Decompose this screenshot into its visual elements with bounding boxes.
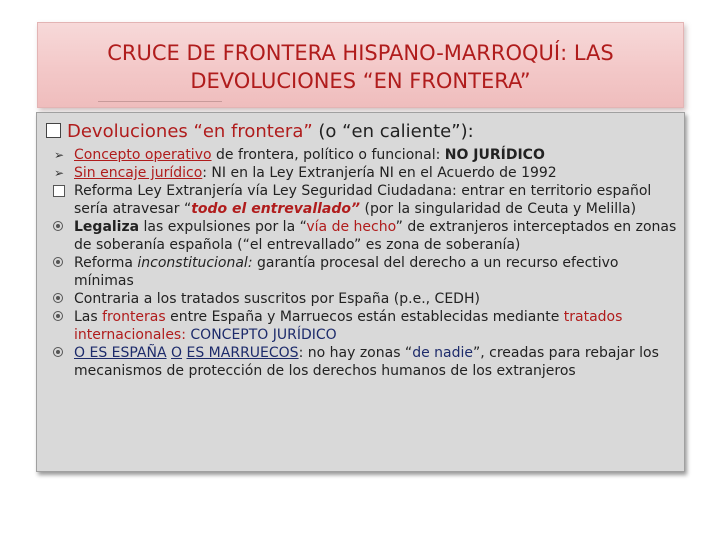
term-fronteras: fronteras: [102, 309, 166, 325]
item-text: Reforma: [74, 255, 138, 271]
term-concepto-juridico: CONCEPTO JURÍDICO: [185, 327, 337, 343]
item-text: : NI en la Ley Extranjería NI en el Acuerdo de 1992: [202, 165, 557, 181]
term-tratados: tratados internacionales:: [74, 309, 623, 343]
list-item-6: [52, 290, 682, 308]
arrow-bullet-icon: ➢: [53, 148, 65, 162]
title-underline: [98, 101, 222, 102]
heading-highlight: Devoluciones “en frontera”: [67, 121, 313, 142]
circle-bullet-icon: [53, 293, 63, 303]
term-o-es-espana: O ES ESPAÑA: [74, 345, 167, 361]
heading-rest: (o “en caliente”):: [312, 121, 474, 142]
list-item-2: [52, 164, 682, 182]
circle-bullet-icon: [53, 257, 63, 267]
item-text: Reforma Ley Extranjería vía Ley Seguridad Ciudadana: entrar en territorio español sería atravesar “: [74, 183, 652, 217]
arrow-bullet-icon: ➢: [53, 166, 65, 180]
term-entrevallado: todo el entrevallado”: [191, 201, 361, 217]
circle-bullet-icon: [53, 221, 63, 231]
slide-title: [38, 39, 683, 95]
term-concepto-operativo: Concepto operativo: [74, 147, 212, 163]
list-item-3: [52, 182, 682, 218]
title-line-2: DEVOLUCIONES “EN FRONTERA”: [190, 69, 531, 93]
term-sin-encaje: Sin encaje jurídico: [74, 165, 203, 181]
term-legaliza: Legaliza: [74, 219, 140, 235]
item-text: : no hay zonas “: [298, 345, 413, 361]
item-text: las expulsiones por la “: [139, 219, 307, 235]
term-de-nadie: de nadie: [412, 345, 473, 361]
list-item-1: [52, 146, 682, 164]
list-item-8: [52, 344, 682, 380]
list-item-4: [52, 218, 682, 254]
item-text: entre España y Marruecos están establecidas mediante: [165, 309, 564, 325]
item-text: garantía procesal del derecho a un recurso efectivo mínimas: [74, 255, 619, 289]
section-heading: [46, 120, 474, 144]
list-item-5: [52, 254, 682, 290]
circle-bullet-icon: [53, 311, 63, 321]
list-item-7: [52, 308, 682, 344]
item-text: Las: [74, 309, 103, 325]
square-bullet-icon: [53, 185, 65, 197]
term-es-marruecos: ES MARRUECOS: [186, 345, 299, 361]
bullet-list: [52, 146, 682, 380]
item-text: Contraria a los tratados suscritos por España (p.e., CEDH): [74, 291, 480, 307]
title-line-1: CRUCE DE FRONTERA HISPANO-MARROQUÍ: LAS: [107, 41, 614, 65]
circle-bullet-icon: [53, 347, 63, 357]
item-text: (por la singularidad de Ceuta y Melilla): [360, 201, 637, 217]
item-bold: NO JURÍDICO: [444, 147, 545, 163]
title-banner: [37, 22, 684, 108]
term-o: O: [171, 345, 183, 361]
item-text: ” de extranjeros interceptados en zonas de soberanía española (“el entrevallado” es zona de soberanía): [74, 219, 677, 253]
term-inconstitucional: inconstitucional:: [137, 255, 253, 271]
item-text: ”, creadas para rebajar los mecanismos de protección de los derechos humanos de los extranjeros: [74, 345, 659, 379]
square-bullet-icon: [46, 123, 61, 138]
term-via-de-hecho: vía de hecho: [306, 219, 396, 235]
item-text: de frontera, político o funcional:: [211, 147, 445, 163]
